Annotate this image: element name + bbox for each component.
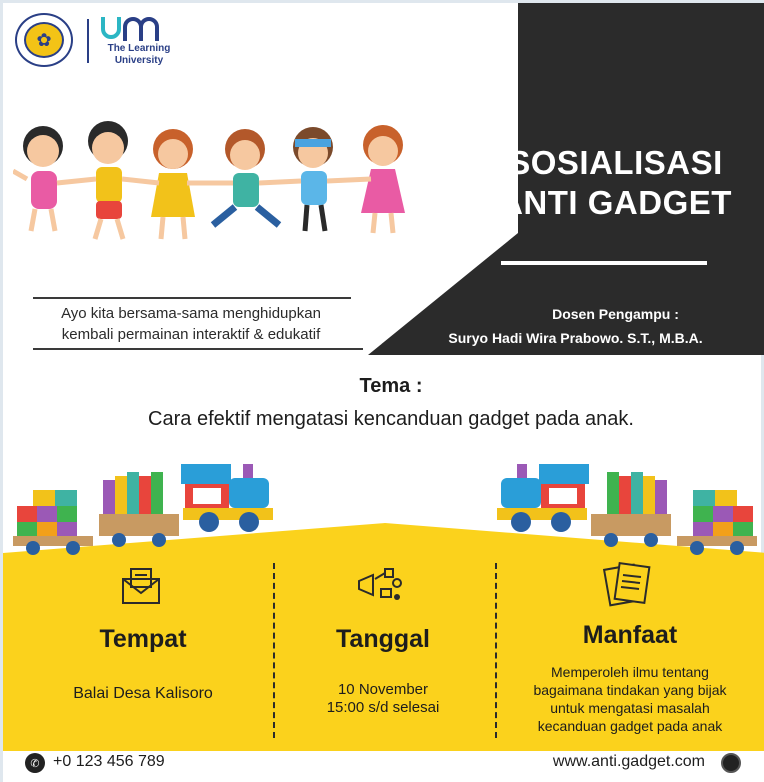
dosen-label: Dosen Pengampu :: [552, 306, 679, 322]
tempat-body: [23, 685, 263, 703]
um-logo-text: The Learning University: [107, 43, 171, 66]
tanggal-line-2: 15:00 s/d selesai: [326, 699, 440, 716]
divider-left: [273, 563, 275, 738]
tanggal-body: [283, 681, 483, 717]
manfaat-line-2: bagaimana tindakan yang bijak: [533, 682, 727, 698]
manfaat-section: [505, 621, 755, 650]
university-seal-icon: ✿: [15, 13, 73, 67]
dosen-name: Suryo Hadi Wira Prabowo. S.T., M.B.A.: [448, 330, 703, 346]
event-title: [473, 143, 758, 223]
slogan-line-2: kembali permainan interaktif & edukatif: [61, 326, 321, 343]
divider-right: [495, 563, 497, 738]
title-line-1: SOSIALISASI: [508, 144, 723, 181]
tema-text: Cara efektif mengatasi kencanduan gadget pada anak.: [148, 408, 634, 430]
documents-icon: [603, 561, 655, 607]
slogan-line-1: Ayo kita bersama-sama menghidupkan: [61, 305, 321, 322]
kid-1: [13, 126, 63, 231]
slogan: [11, 303, 371, 345]
globe-icon: [721, 753, 741, 773]
manfaat-line-4: kecanduan gadget pada anak: [537, 718, 723, 734]
tema-label: Tema :: [359, 375, 423, 397]
title-underline: [501, 261, 707, 265]
logo-divider: [87, 19, 89, 63]
manfaat-line-3: untuk mengatasi masalah: [550, 700, 710, 716]
toy-trains-illustration: [3, 458, 764, 558]
kid-4: [213, 129, 279, 225]
kids-illustration: [13, 121, 423, 251]
tanggal-title: Tanggal: [336, 625, 430, 653]
phone-icon: ✆: [25, 753, 45, 773]
envelope-icon: [121, 567, 161, 605]
megaphone-icon: [355, 565, 405, 605]
manfaat-line-1: Memperoleh ilmu tentang: [551, 664, 709, 680]
tanggal-line-1: 10 November: [337, 681, 429, 698]
um-logo-icon: [99, 11, 165, 43]
slogan-rule-bottom: [33, 348, 363, 350]
website-link[interactable]: www.anti.gadget.com: [552, 753, 705, 770]
manfaat-title: Manfaat: [582, 621, 678, 649]
phone-number[interactable]: +0 123 456 789: [53, 753, 165, 770]
title-line-2: ANTI GADGET: [499, 184, 732, 221]
tanggal-section: [283, 625, 483, 654]
manfaat-body: [505, 663, 755, 735]
tempat-section: [23, 625, 263, 654]
train-left: [13, 464, 273, 555]
tempat-title: Tempat: [99, 625, 187, 653]
train-right: [497, 464, 757, 555]
tempat-text: Balai Desa Kalisoro: [73, 685, 213, 702]
slogan-rule-top: [33, 297, 351, 299]
